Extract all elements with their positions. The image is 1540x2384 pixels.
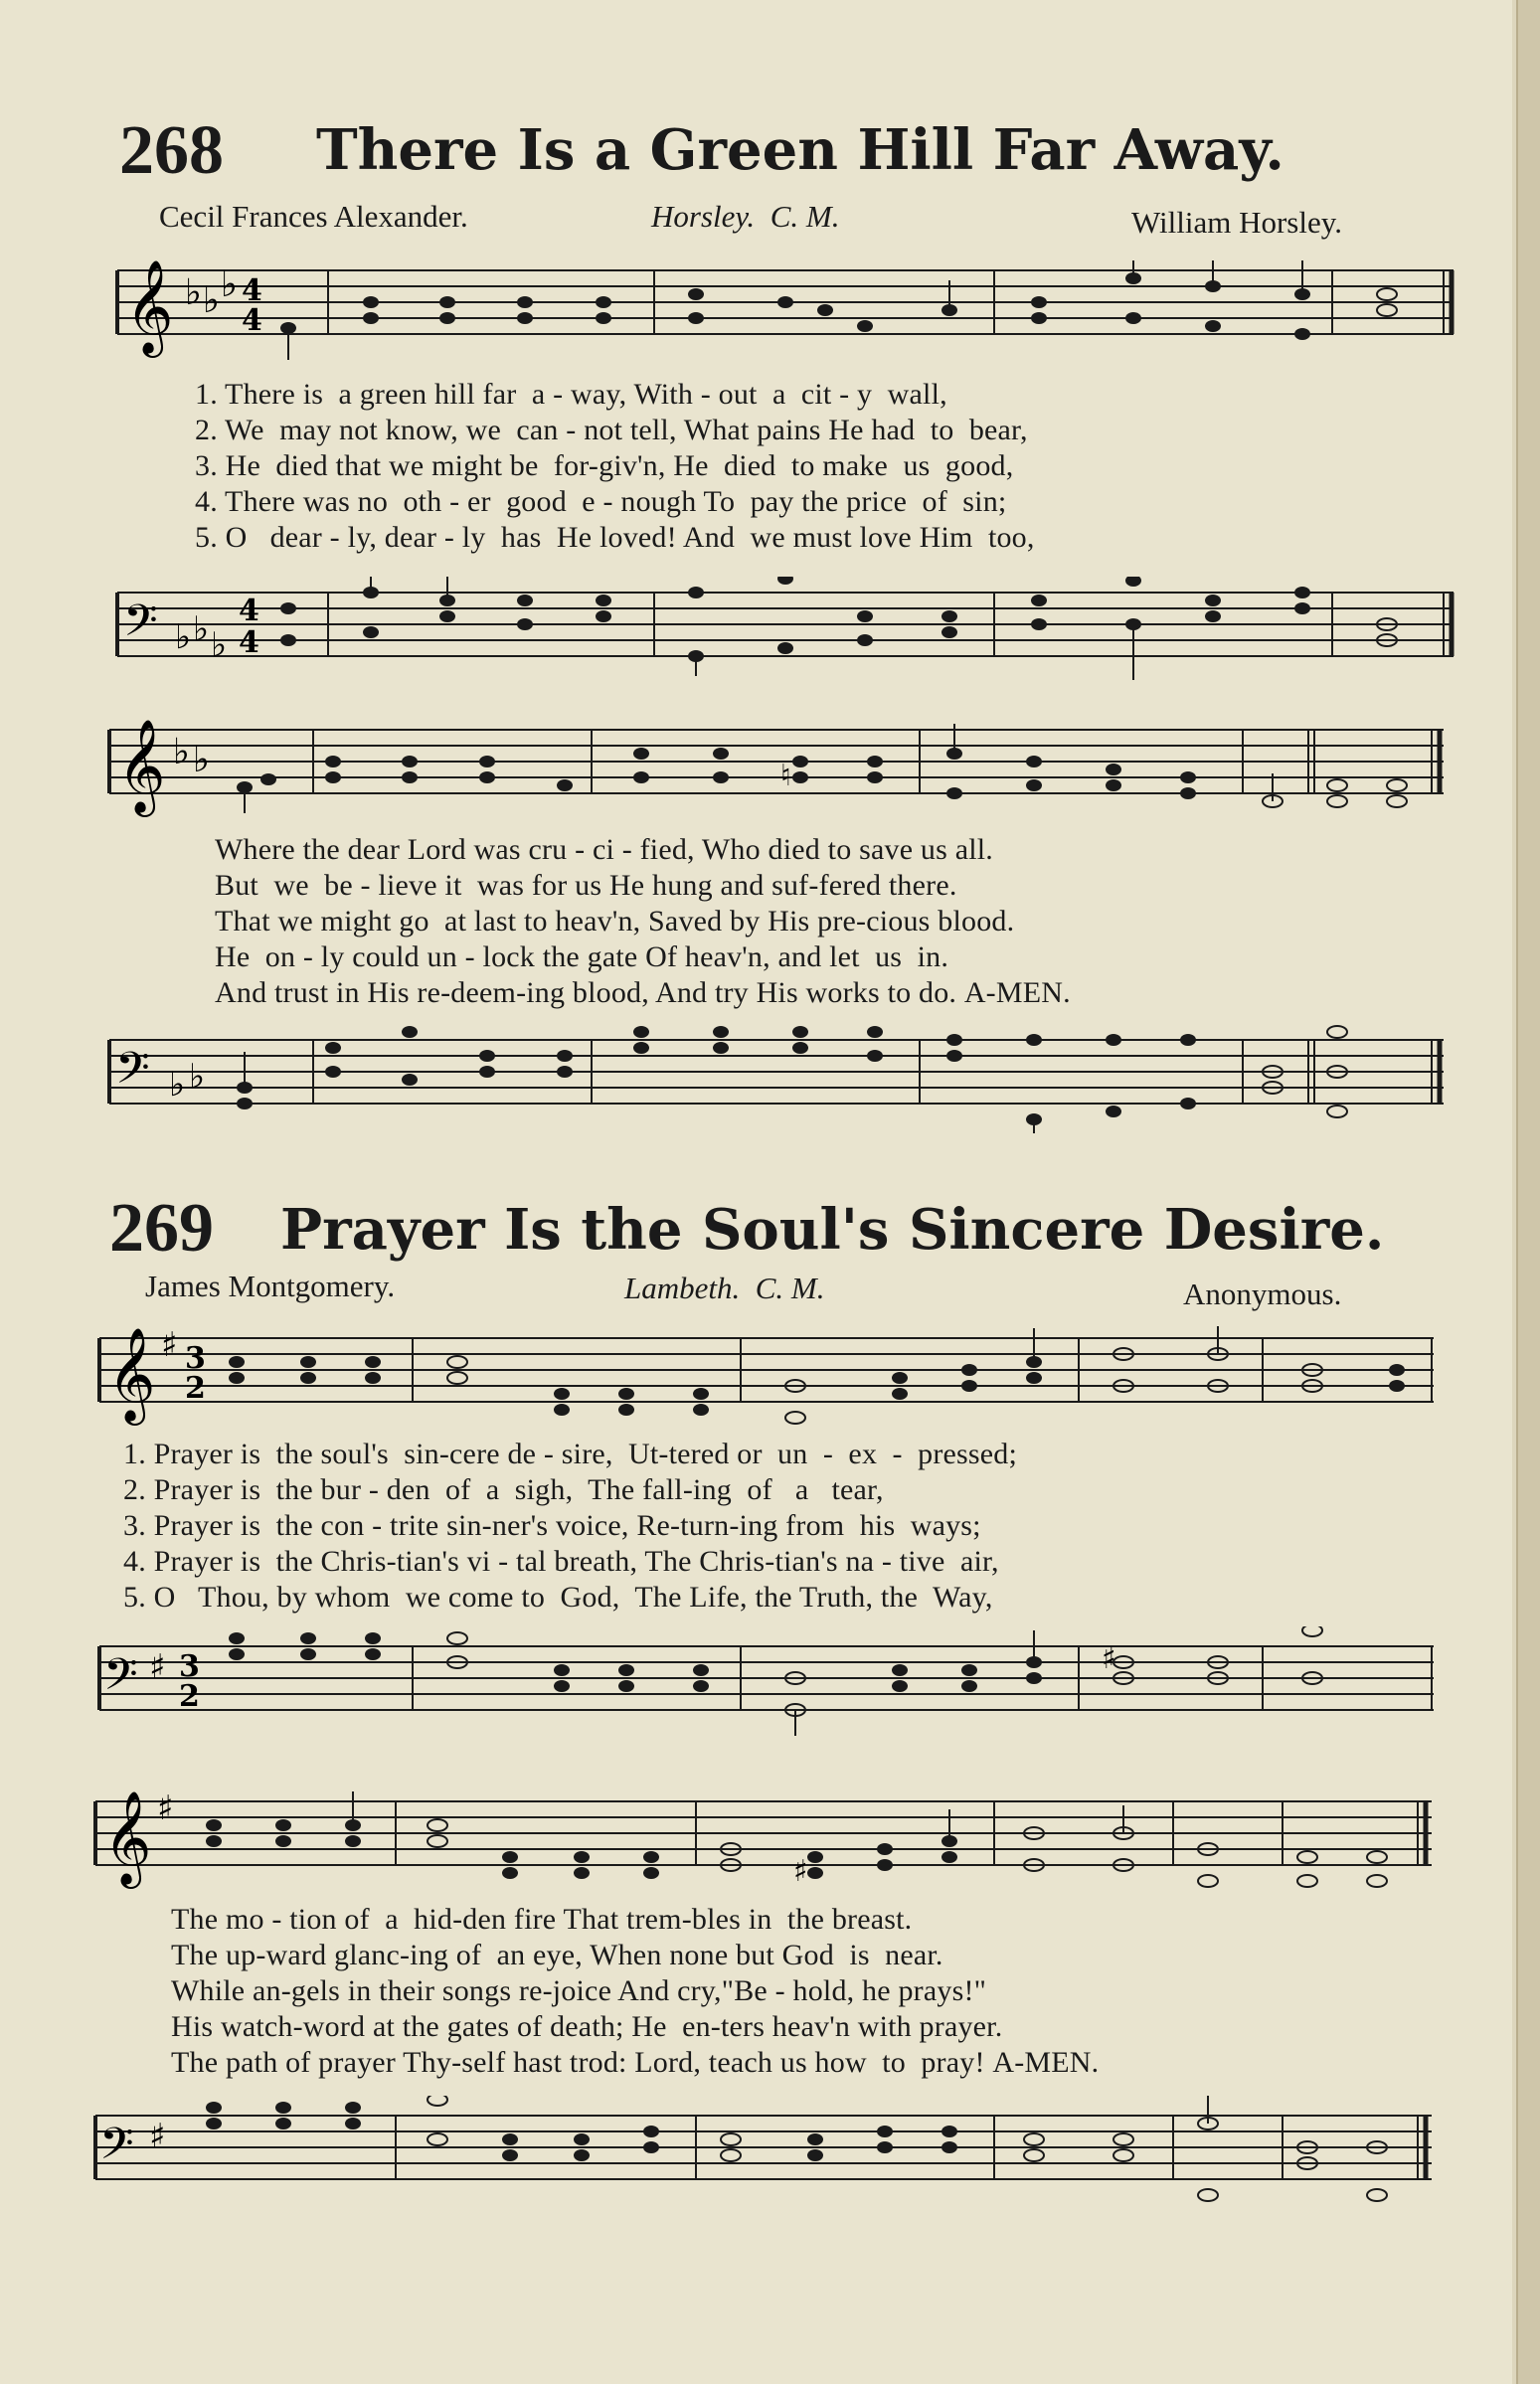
verse-line: He on - ly could un - lock the gate Of heav'n, and let us in. — [215, 940, 949, 973]
verse-line: 1. Prayer is the soul's sin-cere de - sire, Ut-tered or un - ex - pressed; — [123, 1438, 1018, 1470]
verse-line: 3. Prayer is the con - trite sin-ner's voice, Re-turn-ing from his ways; — [123, 1509, 981, 1542]
hymn-title: Prayer Is the Soul's Sincere Desire. — [280, 1197, 1385, 1263]
amen-label: A-MEN. — [963, 976, 1071, 1009]
tune-name: Horsley. — [651, 199, 756, 234]
svg-text:♭: ♭ — [169, 1065, 186, 1105]
svg-text:𝄞: 𝄞 — [103, 1790, 152, 1885]
hymn-tune — [624, 1271, 825, 1306]
hymn-author: Cecil Frances Alexander. — [159, 199, 468, 234]
verse-line — [171, 2046, 1099, 2080]
verse-line: Where the dear Lord was cru - ci - fied, Who died to save us all. — [215, 833, 993, 866]
verse-text: And trust in His re-deem-ing blood, And try His works to do. — [215, 976, 957, 1009]
svg-text:♭: ♭ — [193, 609, 210, 649]
hymn-title: There Is a Green Hill Far Away. — [316, 117, 1284, 183]
hymn-composer: William Horsley. — [1131, 205, 1342, 240]
bass-staff-2 — [0, 1024, 1540, 1133]
svg-text:♭: ♭ — [185, 272, 202, 313]
amen-label: A-MEN. — [992, 2046, 1100, 2079]
svg-text:♭: ♭ — [203, 280, 220, 321]
verse-line: 5. O dear - ly, dear - ly has He loved! And we must love Him too, — [195, 521, 1035, 554]
verse-line: 4. Prayer is the Chris-tian's vi - tal breath, The Chris-tian's na - tive air, — [123, 1545, 999, 1578]
svg-text:𝄞: 𝄞 — [107, 1327, 156, 1422]
svg-text:♯: ♯ — [149, 1647, 166, 1687]
treble-staff-2 — [0, 714, 1540, 823]
svg-text:4: 4 — [242, 303, 262, 338]
svg-text:4: 4 — [242, 273, 262, 308]
svg-text:♯: ♯ — [793, 1854, 808, 1889]
meter: C. M. — [755, 1271, 825, 1305]
verse-line: The mo - tion of a hid-den fire That trem-bles in the breast. — [171, 1903, 913, 1936]
hymn-number: 269 — [109, 1190, 214, 1267]
verse-line — [215, 976, 1071, 1010]
svg-text:𝄞: 𝄞 — [125, 260, 174, 354]
svg-text:♭: ♭ — [211, 625, 228, 665]
svg-text:3: 3 — [185, 1341, 206, 1376]
svg-text:♮: ♮ — [780, 759, 791, 793]
bass-staff-1 — [0, 577, 1540, 686]
svg-text:♭: ♭ — [173, 732, 190, 772]
svg-text:𝄢: 𝄢 — [123, 595, 158, 657]
svg-text:𝄞: 𝄞 — [117, 719, 166, 813]
hymn-composer: Anonymous. — [1183, 1277, 1342, 1311]
verse-line: 1. There is a green hill far a - way, With - out a cit - y wall, — [195, 378, 947, 411]
bass-staff-4 — [0, 2096, 1540, 2205]
svg-text:4: 4 — [239, 625, 259, 660]
hymn-tune — [651, 199, 839, 235]
tune-name: Lambeth. — [624, 1271, 741, 1305]
verse-line: That we might go at last to heav'n, Saved by His pre-cious blood. — [215, 905, 1015, 937]
hymn-author: James Montgomery. — [145, 1269, 396, 1303]
verse-line: 2. We may not know, we can - not tell, What pains He had to bear, — [195, 414, 1028, 446]
svg-text:♯: ♯ — [149, 2117, 166, 2156]
verse-text: The path of prayer Thy-self hast trod: Lord, teach us how to pray! — [171, 2046, 985, 2079]
bass-staff-3 — [0, 1626, 1540, 1736]
treble-staff-4 — [0, 1786, 1540, 1895]
svg-text:♯: ♯ — [161, 1325, 178, 1365]
treble-staff-1 — [0, 260, 1540, 360]
svg-text:𝄢: 𝄢 — [99, 2118, 134, 2180]
svg-text:♭: ♭ — [193, 740, 210, 780]
verse-line: His watch-word at the gates of death; He en-ters heav'n with prayer. — [171, 2010, 1003, 2043]
svg-text:𝄢: 𝄢 — [103, 1648, 138, 1711]
verse-line: 3. He died that we might be for-giv'n, He died to make us good, — [195, 449, 1014, 482]
verse-line: But we be - lieve it was for us He hung and suf-fered there. — [215, 869, 957, 902]
hymn-number: 268 — [119, 112, 224, 189]
treble-staff-3 — [0, 1322, 1540, 1432]
verse-line: The up-ward glanc-ing of an eye, When none but God is near. — [171, 1939, 943, 1971]
svg-text:4: 4 — [239, 594, 259, 628]
svg-text:♯: ♯ — [1102, 1641, 1116, 1676]
svg-text:𝄢: 𝄢 — [115, 1042, 150, 1105]
svg-text:2: 2 — [185, 1371, 206, 1406]
svg-text:3: 3 — [179, 1649, 200, 1684]
svg-text:2: 2 — [179, 1679, 200, 1714]
svg-text:♭: ♭ — [189, 1057, 206, 1097]
svg-text:♭: ♭ — [175, 617, 192, 657]
svg-text:♯: ♯ — [157, 1788, 174, 1828]
verse-line: 4. There was no oth - er good e - nough To pay the price of sin; — [195, 485, 1007, 518]
svg-text:♭: ♭ — [221, 264, 238, 305]
verse-line: 5. O Thou, by whom we come to God, The Life, the Truth, the Way, — [123, 1581, 993, 1614]
meter: C. M. — [770, 199, 840, 234]
verse-line: While an-gels in their songs re-joice And cry,"Be - hold, he prays!" — [171, 1974, 987, 2007]
verse-line: 2. Prayer is the bur - den of a sigh, The fall-ing of a tear, — [123, 1473, 884, 1506]
